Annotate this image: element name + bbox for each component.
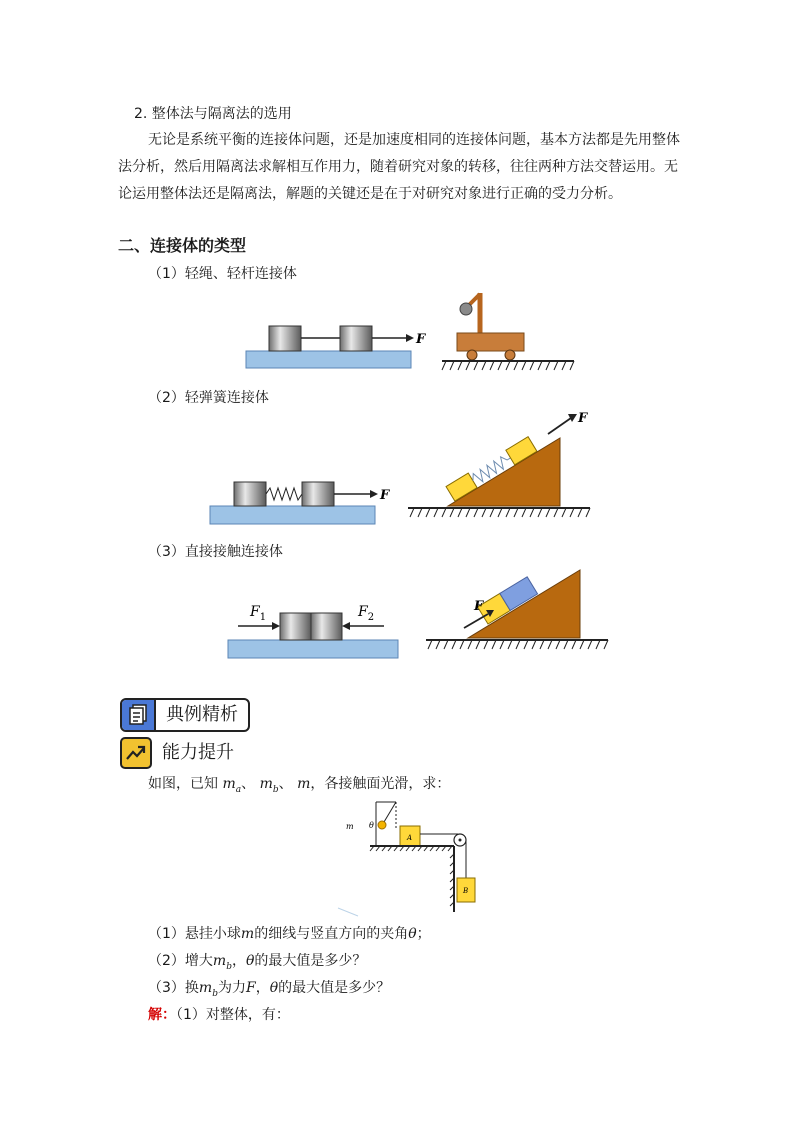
- force-label: F: [380, 488, 390, 503]
- faint-mark: [338, 908, 358, 916]
- block-right: [302, 482, 334, 506]
- ball: [460, 303, 472, 315]
- ground-hatch: [428, 640, 608, 649]
- document-icon: [122, 700, 156, 730]
- ground-hatch: [442, 361, 574, 370]
- question-3: （3）换$m_b$为力F，θ的最大值是多少？: [148, 980, 391, 999]
- block-b-label: B: [463, 887, 469, 895]
- arrow-head: [370, 490, 378, 498]
- question-2: （2）增大$m_b$，θ的最大值是多少？: [148, 953, 367, 972]
- push-wedge-figure: [426, 562, 612, 656]
- problem-intro: 如图，已知 $m_a$、 $m_b$、 m，各接触面光滑，求：: [148, 776, 451, 795]
- arrow-head-left: [272, 622, 280, 630]
- type-1-label: （1）轻绳、轻杆连接体: [148, 266, 297, 282]
- paragraph-line-3: 论运用整体法还是隔离法，解题的关键还是在于对研究对象进行正确的受力分析。: [118, 186, 622, 202]
- force-arrow: [464, 614, 488, 628]
- contact-blocks-figure: [228, 598, 400, 660]
- force-label-1: $F_1$: [250, 604, 267, 623]
- paragraph-line-1: 无论是系统平衡的连接体问题，还是加速度相同的连接体问题，基本方法都是先用整体: [148, 132, 680, 148]
- wedge: [448, 438, 560, 506]
- arrow-head: [568, 414, 577, 422]
- surface: [210, 506, 375, 524]
- cart-rod-figure: [442, 288, 582, 378]
- question-1: （1）悬挂小球m的细线与竖直方向的夹角θ；: [148, 926, 431, 942]
- pulley-system-figure: [338, 798, 488, 918]
- surface: [246, 351, 411, 368]
- improve-badge: [120, 736, 244, 770]
- ball: [378, 821, 386, 829]
- force-label-2: $F_2$: [358, 604, 375, 623]
- example-badge-label: 典例精析: [166, 704, 238, 725]
- section-2-heading: 2. 整体法与隔离法的选用: [134, 106, 292, 122]
- solution-text: （1）对整体，有：: [176, 1007, 290, 1023]
- block-a-label: A: [407, 834, 413, 842]
- improve-badge-label: 能力提升: [162, 742, 234, 763]
- block-left: [234, 482, 266, 506]
- surface: [228, 640, 398, 658]
- force-label: F: [416, 332, 426, 347]
- trend-up-icon: [120, 737, 152, 769]
- force-label: F: [474, 599, 484, 614]
- spring-blocks-figure: [210, 478, 395, 524]
- block-right: [340, 326, 372, 351]
- solution-line: [148, 1001, 290, 1029]
- theta-label: θ: [369, 821, 374, 830]
- type-2-label: （2）轻弹簧连接体: [148, 390, 269, 406]
- string: [384, 802, 396, 822]
- pulley-axle: [459, 839, 462, 842]
- spring: [266, 488, 302, 500]
- example-badge: [120, 698, 250, 732]
- block-left: [280, 613, 311, 640]
- type-3-label: （3）直接接触连接体: [148, 544, 283, 560]
- paragraph-line-2: 法分析，然后用隔离法求解相互作用力，随着研究对象的转移，往往两种方法交替运用。无: [118, 159, 678, 175]
- force-label: F: [578, 411, 588, 426]
- rope-blocks-figure: [246, 320, 426, 372]
- wheel-right: [505, 350, 515, 360]
- block-left: [269, 326, 301, 351]
- force-arrow: [548, 418, 571, 434]
- arrow-head-right: [342, 622, 350, 630]
- spring-wedge-figure: [408, 406, 598, 522]
- ground-hatch: [410, 508, 590, 517]
- solution-label: 解：: [148, 1007, 176, 1023]
- cart-body: [457, 333, 524, 351]
- section-heading: 二、连接体的类型: [118, 236, 247, 255]
- wheel-left: [467, 350, 477, 360]
- ball-label: m: [346, 822, 354, 831]
- block-right: [311, 613, 342, 640]
- arrow-head: [406, 334, 414, 342]
